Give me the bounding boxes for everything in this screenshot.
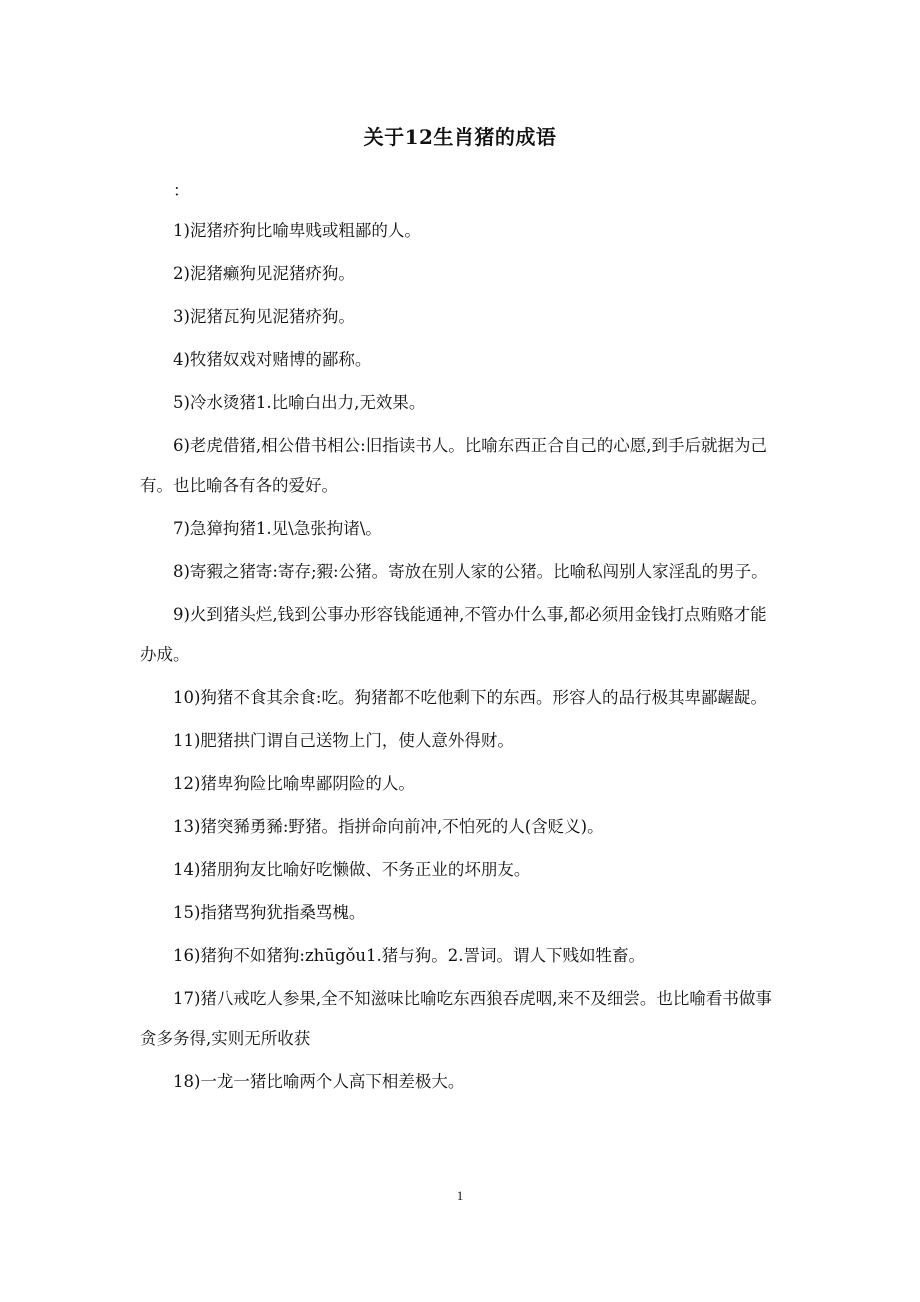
idiom-paragraph-8: 8)寄豭之猪寄:寄存;豭:公猪。寄放在别人家的公猪。比喻私闯别人家淫乱的男子。 <box>173 562 768 581</box>
document-body <box>140 171 780 1105</box>
idiom-paragraph-11: 11)肥猪拱门谓自己送物上门，使人意外得财。 <box>173 731 514 750</box>
idiom-paragraph-9: 9)火到猪头烂,钱到公事办形容钱能通神,不管办什么事,都必须用金钱打点贿赂才能办成。 <box>140 605 767 664</box>
idiom-paragraph-10: 10)狗猪不食其余食:吃。狗猪都不吃他剩下的东西。形容人的品行极其卑鄙龌龊。 <box>173 688 767 707</box>
document-title: 关于12生肖猪的成语 <box>363 125 557 149</box>
idiom-paragraph-12: 12)猪卑狗险比喻卑鄙阴险的人。 <box>173 774 415 793</box>
idiom-paragraph-13: 13)猪突豨勇豨:野猪。指拼命向前冲,不怕死的人(含贬义)。 <box>173 817 604 836</box>
idiom-paragraph-4: 4)牧猪奴戏对赌博的鄙称。 <box>173 350 372 369</box>
idiom-paragraph-2: 2)泥猪癞狗见泥猪疥狗。 <box>173 264 355 283</box>
idiom-paragraph-15: 15)指猪骂狗犹指桑骂槐。 <box>173 903 366 922</box>
idiom-paragraph-3: 3)泥猪瓦狗见泥猪疥狗。 <box>173 307 355 326</box>
idiom-paragraph-7: 7)急獐拘猪1.见\急张拘诸\。 <box>173 519 382 538</box>
idiom-paragraph-17: 17)猪八戒吃人参果,全不知滋味比喻吃东西狼吞虎咽,来不及细尝。也比喻看书做事贪多务得,实则无所收获 <box>140 989 772 1048</box>
idiom-paragraph-18: 18)一龙一猪比喻两个人高下相差极大。 <box>173 1072 465 1091</box>
idiom-paragraph-5: 5)冷水烫猪1.比喻白出力,无效果。 <box>173 393 426 412</box>
page-number: 1 <box>456 1188 464 1203</box>
idiom-paragraph-16: 16)猪狗不如猪狗:zhūgǒu1.猪与狗。2.詈词。谓人下贱如牲畜。 <box>173 946 646 965</box>
idiom-paragraph-1: 1)泥猪疥狗比喻卑贱或粗鄙的人。 <box>173 221 421 240</box>
idiom-paragraph-14: 14)猪朋狗友比喻好吃懒做、不务正业的坏朋友。 <box>173 860 531 879</box>
intro-colon: ： <box>173 181 190 200</box>
idiom-paragraph-6: 6)老虎借猪,相公借书相公:旧指读书人。比喻东西正合自己的心愿,到手后就据为己有。也比喻各有各的爱好。 <box>140 436 767 495</box>
